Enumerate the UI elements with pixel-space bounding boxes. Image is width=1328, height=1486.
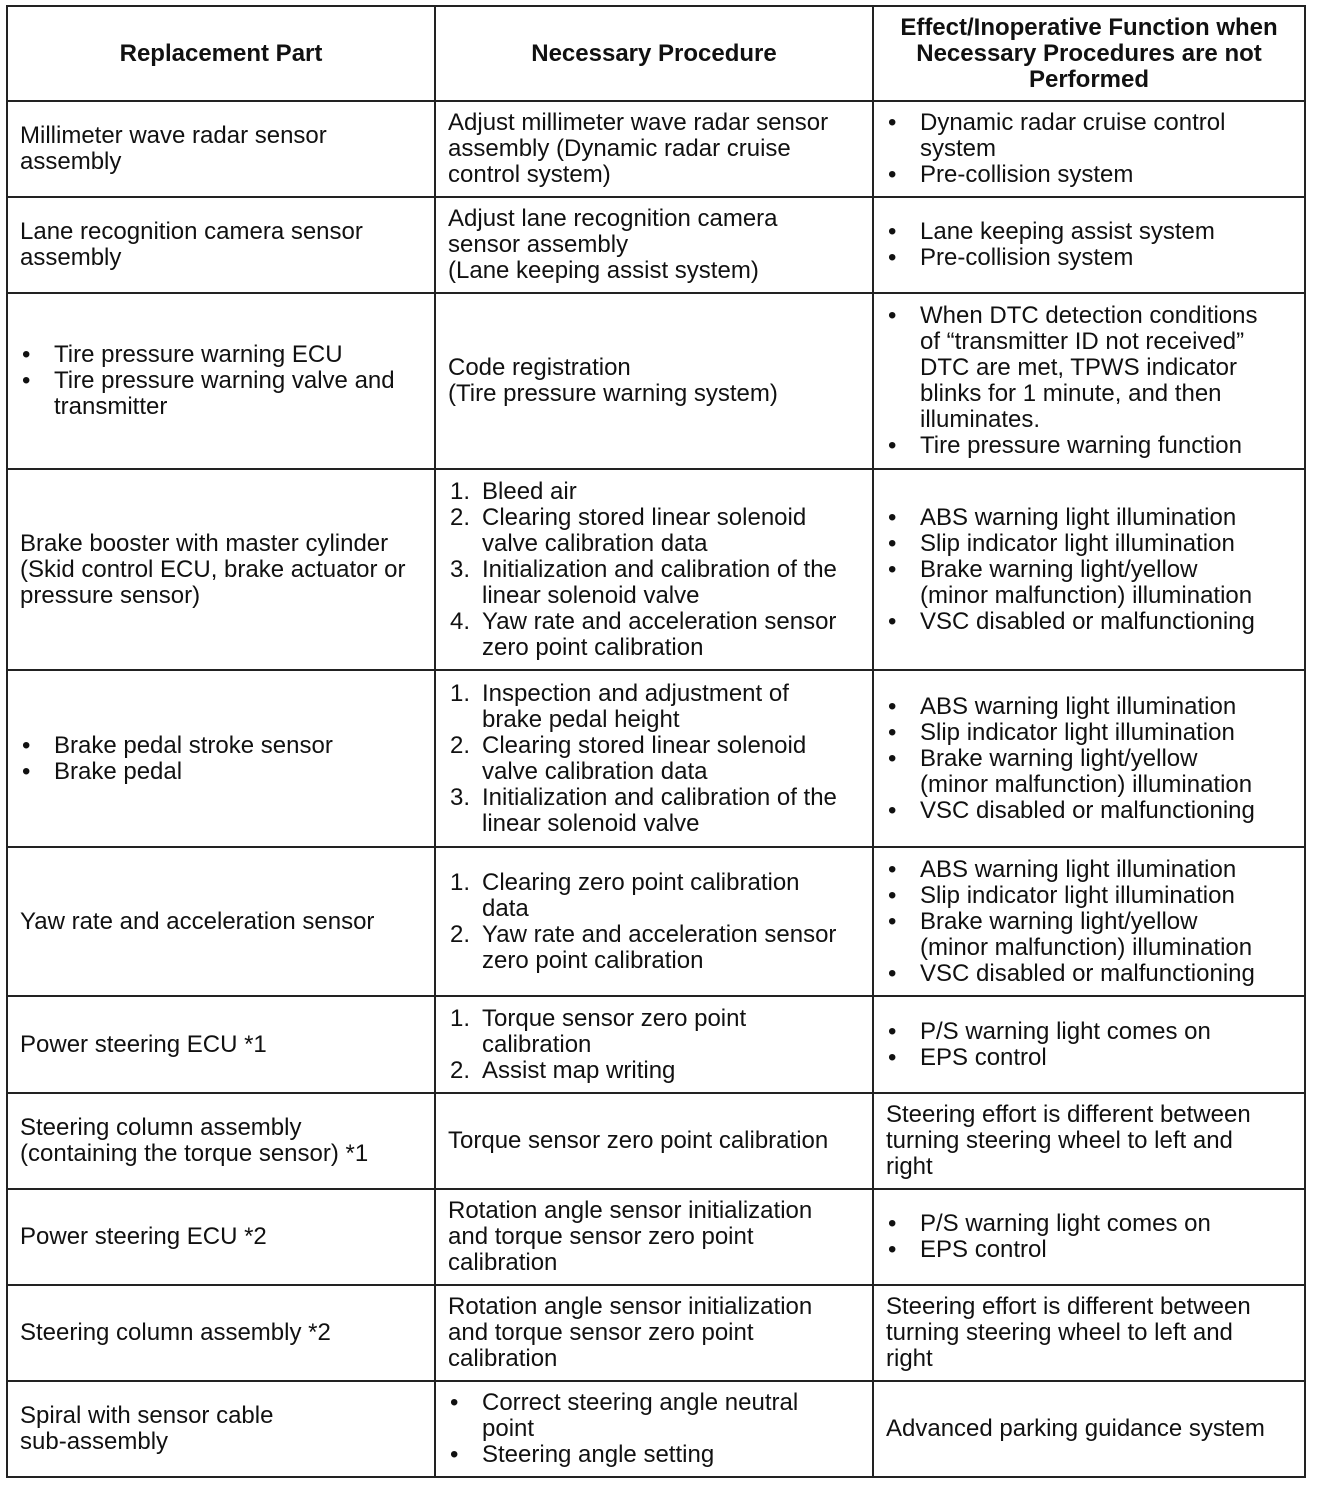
- list-item: [886, 531, 1294, 557]
- list-item: [20, 733, 424, 759]
- bullet-icon: •: [888, 503, 897, 531]
- cell-text-line: Torque sensor zero point calibration: [448, 1127, 829, 1154]
- list-item: [886, 110, 1294, 162]
- list-item: [448, 1006, 862, 1058]
- item-number: 2.: [450, 731, 471, 759]
- table-row: [7, 469, 1305, 670]
- bullet-list: [886, 505, 1294, 635]
- table-row: [7, 101, 1305, 197]
- list-item-line: Clearing stored linear solenoid: [482, 503, 807, 531]
- cell-text-line: Steering effort is different between: [886, 1101, 1251, 1128]
- table-body: [7, 101, 1305, 1477]
- cell-text-line: calibration: [448, 1249, 558, 1276]
- list-item: [448, 1390, 862, 1442]
- table-row: [7, 670, 1305, 847]
- numbered-list: [448, 681, 862, 837]
- cell-text-line: turning steering wheel to left and: [886, 1319, 1233, 1346]
- list-item-line: system: [920, 135, 997, 162]
- bullet-icon: •: [888, 1236, 897, 1263]
- bullet-icon: •: [888, 1043, 897, 1071]
- list-item-line: point: [482, 1415, 535, 1442]
- bullet-list: [886, 1211, 1294, 1263]
- list-item-line: linear solenoid valve: [482, 581, 700, 609]
- cell-part: [7, 1189, 435, 1285]
- bullet-list: [20, 342, 424, 420]
- table-row: [7, 1381, 1305, 1477]
- bullet-icon: •: [888, 744, 897, 772]
- list-item-line: Pre-collision system: [920, 161, 1134, 188]
- list-item-line: data: [482, 894, 529, 922]
- bullet-list: [20, 733, 424, 785]
- cell-effect: [873, 670, 1305, 847]
- cell-text-line: sub-assembly: [20, 1428, 169, 1455]
- list-item-line: Slip indicator light illumination: [920, 718, 1235, 746]
- table-row: [7, 996, 1305, 1093]
- list-item: [886, 433, 1294, 459]
- numbered-list: [448, 870, 862, 974]
- list-item-line: Tire pressure warning function: [920, 432, 1242, 459]
- bullet-icon: •: [888, 959, 897, 987]
- list-item: [886, 245, 1294, 271]
- numbered-list: [448, 479, 862, 661]
- list-item-line: Brake warning light/yellow: [920, 555, 1198, 583]
- bullet-icon: •: [888, 218, 897, 245]
- item-number: 3.: [450, 555, 471, 583]
- cell-part: [7, 847, 435, 996]
- list-item-line: Initialization and calibration of the: [482, 783, 837, 811]
- bullet-icon: •: [888, 1017, 897, 1045]
- cell-procedure: [435, 293, 873, 469]
- list-item: [886, 798, 1294, 824]
- list-item: [448, 479, 862, 505]
- bullet-icon: •: [450, 1441, 459, 1468]
- cell-procedure: [435, 670, 873, 847]
- list-item-line: Brake warning light/yellow: [920, 744, 1198, 772]
- list-item: [448, 609, 862, 661]
- list-item: [20, 759, 424, 785]
- list-item-line: valve calibration data: [482, 529, 708, 557]
- list-item-line: illuminates.: [920, 406, 1041, 433]
- numbered-list: [448, 1006, 862, 1084]
- cell-procedure: [435, 197, 873, 293]
- cell-text-line: turning steering wheel to left and: [886, 1127, 1233, 1154]
- cell-part: [7, 293, 435, 469]
- cell-text-line: Lane recognition camera sensor: [20, 218, 363, 245]
- bullet-icon: •: [888, 529, 897, 557]
- item-number: 2.: [450, 920, 471, 948]
- list-item-line: Yaw rate and acceleration sensor: [482, 920, 837, 948]
- list-item-line: P/S warning light comes on: [920, 1017, 1211, 1045]
- list-item: [886, 557, 1294, 609]
- bullet-icon: •: [888, 432, 897, 459]
- list-item-line: Brake warning light/yellow: [920, 907, 1198, 935]
- list-item-line: Inspection and adjustment of: [482, 679, 789, 707]
- cell-text-line: Code registration: [448, 354, 631, 381]
- item-number: 1.: [450, 1004, 471, 1032]
- header-replacement-part: Replacement Part: [7, 6, 435, 101]
- cell-text-line: Brake booster with master cylinder: [20, 529, 389, 557]
- list-item: [448, 681, 862, 733]
- list-item-line: Clearing stored linear solenoid: [482, 731, 807, 759]
- list-item: [886, 961, 1294, 987]
- cell-effect: [873, 1285, 1305, 1381]
- list-item-line: (minor malfunction) illumination: [920, 933, 1253, 961]
- list-item: [886, 1045, 1294, 1071]
- bullet-icon: •: [22, 757, 31, 785]
- list-item: [20, 368, 424, 420]
- cell-part: [7, 1093, 435, 1189]
- bullet-icon: •: [888, 302, 897, 329]
- header-necessary-procedure: Necessary Procedure: [435, 6, 873, 101]
- cell-text-line: Millimeter wave radar sensor: [20, 122, 327, 149]
- list-item: [886, 219, 1294, 245]
- bullet-list: [886, 110, 1294, 188]
- cell-part: [7, 1381, 435, 1477]
- cell-part: [7, 469, 435, 670]
- bullet-icon: •: [450, 1389, 459, 1416]
- list-item-line: Tire pressure warning valve and: [54, 367, 395, 394]
- list-item: [886, 720, 1294, 746]
- list-item: [886, 609, 1294, 635]
- bullet-icon: •: [888, 881, 897, 909]
- cell-text-line: assembly: [20, 244, 122, 271]
- cell-effect: [873, 1189, 1305, 1285]
- list-item-line: Brake pedal: [54, 757, 183, 785]
- item-number: 2.: [450, 503, 471, 531]
- cell-text-line: (Skid control ECU, brake actuator or: [20, 555, 406, 583]
- cell-procedure: [435, 1381, 873, 1477]
- table-row: [7, 1189, 1305, 1285]
- cell-text-line: pressure sensor): [20, 581, 201, 609]
- bullet-list: [886, 303, 1294, 459]
- list-item: [448, 733, 862, 785]
- cell-part: [7, 197, 435, 293]
- bullet-icon: •: [22, 731, 31, 759]
- bullet-list: [886, 219, 1294, 271]
- bullet-icon: •: [888, 555, 897, 583]
- list-item: [886, 909, 1294, 961]
- list-item-line: Slip indicator light illumination: [920, 881, 1235, 909]
- list-item: [886, 694, 1294, 720]
- list-item-line: DTC are met, TPWS indicator: [920, 354, 1237, 381]
- cell-text-line: Adjust millimeter wave radar sensor: [448, 109, 829, 136]
- list-item-line: Dynamic radar cruise control: [920, 109, 1226, 136]
- list-item-line: Slip indicator light illumination: [920, 529, 1235, 557]
- list-item-line: Correct steering angle neutral: [482, 1389, 799, 1416]
- cell-text-line: (Lane keeping assist system): [448, 257, 759, 284]
- table-header: [7, 6, 1305, 101]
- list-item-line: Pre-collision system: [920, 244, 1134, 271]
- bullet-icon: •: [888, 244, 897, 271]
- cell-text-line: sensor assembly: [448, 231, 629, 258]
- list-item-line: ABS warning light illumination: [920, 855, 1237, 883]
- item-number: 4.: [450, 607, 471, 635]
- bullet-list: [886, 694, 1294, 824]
- list-item-line: Tire pressure warning ECU: [54, 341, 343, 368]
- list-item-line: brake pedal height: [482, 705, 680, 733]
- list-item: [448, 785, 862, 837]
- list-item-line: calibration: [482, 1030, 592, 1058]
- list-item: [448, 1442, 862, 1468]
- list-item: [886, 857, 1294, 883]
- item-number: 1.: [450, 868, 471, 896]
- cell-part: [7, 670, 435, 847]
- cell-effect: [873, 1381, 1305, 1477]
- cell-text-line: (containing the torque sensor) *1: [20, 1140, 369, 1167]
- list-item-line: Initialization and calibration of the: [482, 555, 837, 583]
- list-item-line: When DTC detection conditions: [920, 302, 1258, 329]
- list-item: [448, 870, 862, 922]
- cell-text-line: right: [886, 1345, 933, 1372]
- list-item-line: Brake pedal stroke sensor: [54, 731, 333, 759]
- list-item: [448, 505, 862, 557]
- list-item-line: ABS warning light illumination: [920, 692, 1237, 720]
- cell-text-line: assembly (Dynamic radar cruise: [448, 135, 791, 162]
- cell-text-line: Adjust lane recognition camera: [448, 205, 778, 232]
- list-item: [448, 557, 862, 609]
- header-row: [7, 6, 1305, 101]
- bullet-icon: •: [888, 607, 897, 635]
- list-item: [886, 162, 1294, 188]
- cell-procedure: [435, 847, 873, 996]
- list-item-line: (minor malfunction) illumination: [920, 770, 1253, 798]
- list-item: [448, 1058, 862, 1084]
- bullet-icon: •: [888, 855, 897, 883]
- bullet-icon: •: [888, 692, 897, 720]
- list-item: [448, 922, 862, 974]
- cell-effect: [873, 469, 1305, 670]
- cell-text-line: and torque sensor zero point: [448, 1319, 754, 1346]
- list-item-line: EPS control: [920, 1236, 1047, 1263]
- cell-effect: [873, 101, 1305, 197]
- cell-text-line: Power steering ECU *2: [20, 1223, 267, 1250]
- cell-text-line: control system): [448, 161, 611, 188]
- cell-text-line: Steering column assembly *2: [20, 1319, 331, 1346]
- list-item-line: linear solenoid valve: [482, 809, 700, 837]
- list-item-line: P/S warning light comes on: [920, 1210, 1211, 1237]
- cell-procedure: [435, 1189, 873, 1285]
- list-item-line: blinks for 1 minute, and then: [920, 380, 1222, 407]
- bullet-icon: •: [22, 367, 31, 394]
- cell-effect: [873, 293, 1305, 469]
- list-item-line: zero point calibration: [482, 633, 704, 661]
- cell-text-line: and torque sensor zero point: [448, 1223, 754, 1250]
- bullet-icon: •: [888, 1210, 897, 1237]
- list-item-line: (minor malfunction) illumination: [920, 581, 1253, 609]
- table-row: [7, 1093, 1305, 1189]
- list-item: [886, 746, 1294, 798]
- list-item-line: Yaw rate and acceleration sensor: [482, 607, 837, 635]
- list-item: [886, 505, 1294, 531]
- cell-effect: [873, 197, 1305, 293]
- cell-text-line: Steering effort is different between: [886, 1293, 1251, 1320]
- header-line: Necessary Procedures are not: [916, 39, 1262, 67]
- list-item-line: VSC disabled or malfunctioning: [920, 607, 1255, 635]
- cell-procedure: [435, 101, 873, 197]
- cell-text-line: Rotation angle sensor initialization: [448, 1293, 813, 1320]
- cell-text-line: Power steering ECU *1: [20, 1030, 267, 1058]
- cell-text-line: right: [886, 1153, 933, 1180]
- list-item-line: VSC disabled or malfunctioning: [920, 796, 1255, 824]
- header-line: Performed: [1028, 65, 1150, 93]
- item-number: 2.: [450, 1056, 471, 1084]
- cell-effect: [873, 1093, 1305, 1189]
- cell-text-line: assembly: [20, 148, 122, 175]
- list-item: [886, 1019, 1294, 1045]
- list-item-line: Torque sensor zero point: [482, 1004, 747, 1032]
- bullet-icon: •: [888, 796, 897, 824]
- procedure-table: [6, 5, 1306, 1478]
- list-item-line: Lane keeping assist system: [920, 218, 1215, 245]
- table-row: [7, 197, 1305, 293]
- item-number: 3.: [450, 783, 471, 811]
- header-line: Effect/Inoperative Function when: [900, 13, 1278, 41]
- bullet-list: [886, 1019, 1294, 1071]
- bullet-list: [886, 857, 1294, 987]
- cell-procedure: [435, 469, 873, 670]
- list-item: [20, 342, 424, 368]
- list-item-line: zero point calibration: [482, 946, 704, 974]
- cell-text-line: Rotation angle sensor initialization: [448, 1197, 813, 1224]
- list-item-line: ABS warning light illumination: [920, 503, 1237, 531]
- list-item-line: VSC disabled or malfunctioning: [920, 959, 1255, 987]
- list-item-line: valve calibration data: [482, 757, 708, 785]
- list-item-line: transmitter: [54, 393, 168, 420]
- bullet-icon: •: [888, 718, 897, 746]
- list-item-line: Assist map writing: [482, 1056, 676, 1084]
- cell-part: [7, 1285, 435, 1381]
- bullet-icon: •: [888, 907, 897, 935]
- cell-text-line: (Tire pressure warning system): [448, 380, 778, 407]
- list-item-line: EPS control: [920, 1043, 1047, 1071]
- cell-text-line: Steering column assembly: [20, 1114, 302, 1141]
- cell-procedure: [435, 1285, 873, 1381]
- bullet-icon: •: [22, 341, 31, 368]
- list-item: [886, 883, 1294, 909]
- cell-procedure: [435, 1093, 873, 1189]
- cell-text-line: Advanced parking guidance system: [886, 1415, 1265, 1442]
- cell-text-line: Spiral with sensor cable: [20, 1402, 274, 1429]
- list-item: [886, 303, 1294, 433]
- cell-text-line: calibration: [448, 1345, 558, 1372]
- cell-effect: [873, 996, 1305, 1093]
- cell-part: [7, 101, 435, 197]
- list-item: [886, 1237, 1294, 1263]
- header-effect-inoperative-function: [873, 6, 1305, 101]
- list-item-line: of “transmitter ID not received”: [920, 328, 1245, 355]
- cell-effect: [873, 847, 1305, 996]
- item-number: 1.: [450, 679, 471, 707]
- table-row: [7, 293, 1305, 469]
- list-item-line: Bleed air: [482, 477, 577, 505]
- list-item-line: Steering angle setting: [482, 1441, 715, 1468]
- bullet-icon: •: [888, 109, 897, 136]
- cell-procedure: [435, 996, 873, 1093]
- table-row: [7, 847, 1305, 996]
- list-item: [886, 1211, 1294, 1237]
- bullet-list: [448, 1390, 862, 1468]
- table-row: [7, 1285, 1305, 1381]
- list-item-line: Clearing zero point calibration: [482, 868, 800, 896]
- cell-part: [7, 996, 435, 1093]
- item-number: 1.: [450, 477, 471, 505]
- bullet-icon: •: [888, 161, 897, 188]
- cell-text-line: Yaw rate and acceleration sensor: [20, 907, 375, 935]
